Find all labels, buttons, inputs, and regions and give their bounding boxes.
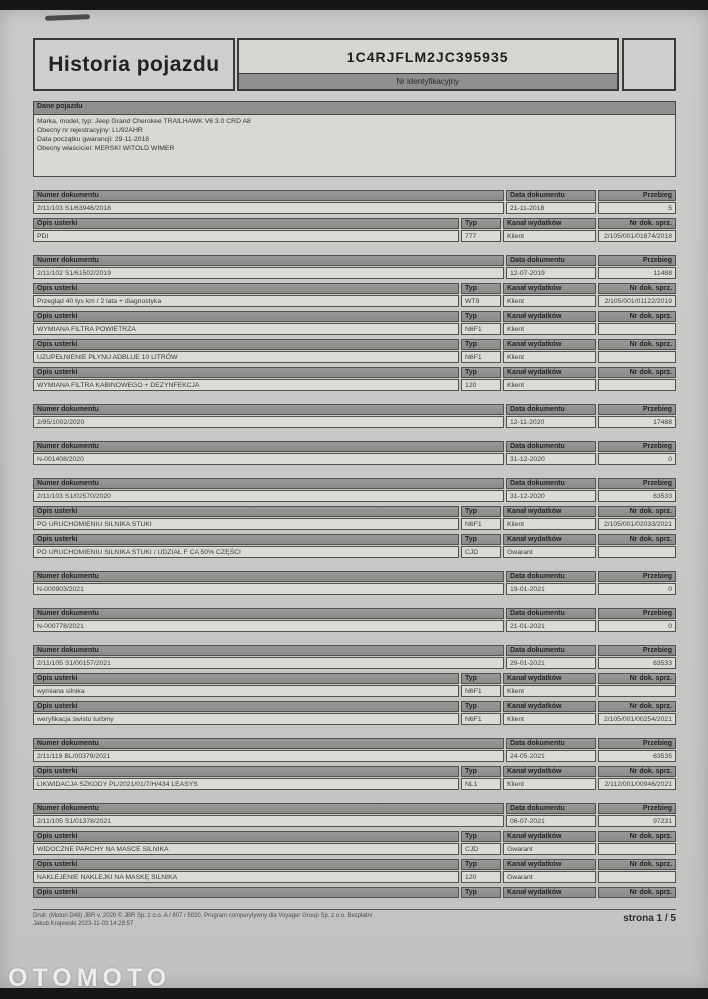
mileage-value: 5 (598, 202, 676, 214)
issue-channel: Gwarant (503, 843, 596, 855)
issue-channel: Klient (503, 230, 596, 242)
issue-desc: LIKWIDACJA SZKODY PL/2021/01/7/H/434 LEASYS (33, 778, 459, 790)
channel-header: Kanał wydatków (503, 534, 596, 545)
doc-number-value: N-001408/2020 (33, 453, 504, 465)
channel-header: Kanał wydatków (503, 673, 596, 684)
issue-desc: UZUPEŁNIENIE PŁYNU ADBLUE 10 LITRÓW (33, 351, 459, 363)
channel-header: Kanał wydatków (503, 218, 596, 229)
issue-ref: 2/112/001/00946/2021 (598, 778, 676, 790)
issue-entry (33, 534, 676, 558)
mileage-header: Przebieg (598, 478, 676, 489)
doc-date-header: Data dokumentu (506, 645, 596, 656)
mileage-value: 17488 (598, 416, 676, 428)
issue-type: N6F1 (461, 713, 501, 725)
doc-date-value: 31-12-2020 (506, 490, 596, 502)
issue-desc: wymiana silnika (33, 685, 459, 697)
issue-entry-truncated (33, 887, 676, 898)
mileage-value: 0 (598, 453, 676, 465)
issue-desc: WYMIANA FILTRA POWIETRZA (33, 323, 459, 335)
mileage-value: 63533 (598, 490, 676, 502)
document-block (33, 738, 676, 790)
mileage-header: Przebieg (598, 803, 676, 814)
issue-type: NL1 (461, 778, 501, 790)
issue-entry (33, 367, 676, 391)
doc-date-header: Data dokumentu (506, 441, 596, 452)
ref-header: Nr dok. sprz. (598, 311, 676, 322)
issue-entry (33, 506, 676, 530)
doc-number-header: Numer dokumentu (33, 803, 504, 814)
issue-type: 120 (461, 379, 501, 391)
otomoto-watermark: OTOMOTO (8, 964, 172, 992)
mileage-value: 63533 (598, 657, 676, 669)
doc-number-value: 2/95/1002/2020 (33, 416, 504, 428)
doc-date-header: Data dokumentu (506, 803, 596, 814)
vehicle-line-warranty: Data początku gwarancji: 29-11-2018 (37, 136, 150, 143)
type-header: Typ (461, 534, 501, 545)
issue-entry (33, 859, 676, 883)
issue-channel: Klient (503, 685, 596, 697)
page-number: strona 1 / 5 (623, 913, 676, 924)
vehicle-line-registration: Obecny nr rejestracyjny: LU92AHR (37, 127, 143, 134)
issue-header: Opis usterki (33, 534, 459, 545)
document-block (33, 404, 676, 428)
document-block (33, 803, 676, 898)
doc-number-value: N-000778/2021 (33, 620, 504, 632)
doc-date-value: 12-07-2019 (506, 267, 596, 279)
page-header (33, 38, 676, 91)
issue-channel: Klient (503, 351, 596, 363)
issue-channel: Klient (503, 713, 596, 725)
type-header: Typ (461, 887, 501, 898)
issue-channel: Klient (503, 295, 596, 307)
document-block (33, 190, 676, 242)
type-header: Typ (461, 859, 501, 870)
ref-header: Nr dok. sprz. (598, 283, 676, 294)
channel-header: Kanał wydatków (503, 701, 596, 712)
issue-header: Opis usterki (33, 283, 459, 294)
mileage-header: Przebieg (598, 255, 676, 266)
issue-desc: PO URUCHOMIENIU SILNIKA STUKI (33, 518, 459, 530)
vehicle-data-section (33, 101, 676, 177)
mileage-header: Przebieg (598, 645, 676, 656)
footer-print-info: Druk: (Motori D48) JBR v. 2020 © JBR Sp. z o.o. A / 807 / 5020, Program comperytywny dla Voyager Group Sp. z o.o. Bezpłatni (33, 913, 373, 919)
doc-number-value: 2/11/105 S1/00157/2021 (33, 657, 504, 669)
issue-channel: Klient (503, 379, 596, 391)
doc-number-value: 2/11/119 BL/00379/2021 (33, 750, 504, 762)
issue-ref (598, 379, 676, 391)
issue-channel: Klient (503, 518, 596, 530)
doc-date-value: 06-07-2021 (506, 815, 596, 827)
type-header: Typ (461, 673, 501, 684)
type-header: Typ (461, 506, 501, 517)
doc-number-value: 2/11/102 S1/61502/2019 (33, 267, 504, 279)
doc-number-header: Numer dokumentu (33, 478, 504, 489)
issue-header: Opis usterki (33, 339, 459, 350)
issue-entry (33, 831, 676, 855)
mileage-header: Przebieg (598, 404, 676, 415)
ref-header: Nr dok. sprz. (598, 506, 676, 517)
ref-header: Nr dok. sprz. (598, 859, 676, 870)
doc-number-header: Numer dokumentu (33, 255, 504, 266)
issue-channel: Gwarant (503, 546, 596, 558)
issue-ref (598, 843, 676, 855)
doc-date-header: Data dokumentu (506, 190, 596, 201)
ref-header: Nr dok. sprz. (598, 887, 676, 898)
mileage-header: Przebieg (598, 608, 676, 619)
ref-header: Nr dok. sprz. (598, 766, 676, 777)
issue-entry (33, 701, 676, 725)
issue-desc: weryfikacja świstu turbiny (33, 713, 459, 725)
issue-type: WT9 (461, 295, 501, 307)
issue-ref (598, 351, 676, 363)
ref-header: Nr dok. sprz. (598, 367, 676, 378)
ref-header: Nr dok. sprz. (598, 831, 676, 842)
document-block (33, 255, 676, 391)
doc-number-header: Numer dokumentu (33, 645, 504, 656)
type-header: Typ (461, 283, 501, 294)
doc-number-header: Numer dokumentu (33, 404, 504, 415)
vin-value: 1C4RJFLM2JC395935 (346, 48, 509, 65)
footer-print-timestamp: Jakub Krajewski 2023-11-03 14:28:57 (33, 920, 134, 927)
issue-header: Opis usterki (33, 831, 459, 842)
type-header: Typ (461, 311, 501, 322)
doc-date-value: 29-01-2021 (506, 657, 596, 669)
issue-desc: PO URUCHOMIENIU SILNIKA STUKI / UDZIAŁ F CA 50% CZĘŚCI (33, 546, 459, 558)
issue-type: 120 (461, 871, 501, 883)
doc-number-value: 2/11/103 S1/02570/2020 (33, 490, 504, 502)
issue-header: Opis usterki (33, 311, 459, 322)
channel-header: Kanał wydatków (503, 283, 596, 294)
document-block (33, 645, 676, 725)
doc-date-value: 31-12-2020 (506, 453, 596, 465)
vehicle-data-title: Dane pojazdu (34, 102, 675, 115)
channel-header: Kanał wydatków (503, 311, 596, 322)
mileage-value: 63535 (598, 750, 676, 762)
issue-header: Opis usterki (33, 367, 459, 378)
issue-entry (33, 673, 676, 697)
ref-header: Nr dok. sprz. (598, 339, 676, 350)
channel-header: Kanał wydatków (503, 831, 596, 842)
doc-number-value: N-000903/2021 (33, 583, 504, 595)
doc-number-value: 2/11/105 S1/01378/2021 (33, 815, 504, 827)
issue-ref (598, 871, 676, 883)
type-header: Typ (461, 367, 501, 378)
empty-corner-box (622, 38, 676, 91)
issue-ref (598, 685, 676, 697)
doc-date-header: Data dokumentu (506, 478, 596, 489)
doc-number-header: Numer dokumentu (33, 608, 504, 619)
vehicle-line-owner: Obecny właściciel: MERSKI WITOLD WIMER (37, 145, 175, 152)
issue-entry (33, 283, 676, 307)
doc-number-header: Numer dokumentu (33, 441, 504, 452)
mileage-header: Przebieg (598, 190, 676, 201)
issue-header: Opis usterki (33, 887, 459, 898)
mileage-value: 97231 (598, 815, 676, 827)
doc-date-value: 19-01-2021 (506, 583, 596, 595)
issue-type: CJD (461, 546, 501, 558)
doc-date-header: Data dokumentu (506, 404, 596, 415)
channel-header: Kanał wydatków (503, 766, 596, 777)
issue-channel: Klient (503, 778, 596, 790)
issue-type: CJD (461, 843, 501, 855)
vin-label: Nr identyfikacyjny (239, 73, 617, 89)
issue-header: Opis usterki (33, 859, 459, 870)
issue-header: Opis usterki (33, 701, 459, 712)
issue-type: N6F1 (461, 685, 501, 697)
issue-desc: Przegląd 40 tys km / 2 lata + diagnostyka (33, 295, 459, 307)
doc-date-value: 24-05-2021 (506, 750, 596, 762)
doc-number-header: Numer dokumentu (33, 571, 504, 582)
mileage-value: 0 (598, 620, 676, 632)
issue-desc: NAKLEJENIE NAKLEJKI NA MASKĘ SILNIKA (33, 871, 459, 883)
doc-date-value: 21-11-2018 (506, 202, 596, 214)
mileage-value: 11488 (598, 267, 676, 279)
issue-type: N6F1 (461, 518, 501, 530)
issue-entry (33, 218, 676, 242)
issue-channel: Gwarant (503, 871, 596, 883)
issue-entry (33, 766, 676, 790)
issue-entry (33, 339, 676, 363)
type-header: Typ (461, 218, 501, 229)
document-block (33, 441, 676, 465)
document-block (33, 608, 676, 632)
issue-channel: Klient (503, 323, 596, 335)
issue-header: Opis usterki (33, 766, 459, 777)
ref-header: Nr dok. sprz. (598, 534, 676, 545)
issue-desc: WYMIANA FILTRA KABINOWEGO + DEZYNFEKCJA (33, 379, 459, 391)
issue-type: 777 (461, 230, 501, 242)
issue-ref (598, 546, 676, 558)
mileage-header: Przebieg (598, 738, 676, 749)
issue-ref: 2/105/001/01874/2018 (598, 230, 676, 242)
doc-date-header: Data dokumentu (506, 571, 596, 582)
channel-header: Kanał wydatków (503, 367, 596, 378)
mileage-header: Przebieg (598, 571, 676, 582)
page-footer (33, 909, 676, 928)
doc-date-value: 12-11-2020 (506, 416, 596, 428)
issue-ref: 2/105/001/00254/2021 (598, 713, 676, 725)
issue-header: Opis usterki (33, 673, 459, 684)
issue-desc: PDI (33, 230, 459, 242)
channel-header: Kanał wydatków (503, 506, 596, 517)
vehicle-line-make: Marka, model, typ: Jeep Grand Cherokee TRAILHAWK V6 3.0 CRD A8 (37, 118, 251, 125)
channel-header: Kanał wydatków (503, 339, 596, 350)
issue-type: N6F1 (461, 351, 501, 363)
doc-number-header: Numer dokumentu (33, 190, 504, 201)
type-header: Typ (461, 339, 501, 350)
issue-entry (33, 311, 676, 335)
issue-type: N6F1 (461, 323, 501, 335)
document-block (33, 478, 676, 558)
ref-header: Nr dok. sprz. (598, 673, 676, 684)
issue-header: Opis usterki (33, 506, 459, 517)
issue-desc: WIDOCZNE PARCHY NA MASCE SILNIKA (33, 843, 459, 855)
issue-header: Opis usterki (33, 218, 459, 229)
doc-date-header: Data dokumentu (506, 255, 596, 266)
type-header: Typ (461, 831, 501, 842)
mileage-value: 0 (598, 583, 676, 595)
document-block (33, 571, 676, 595)
issue-ref (598, 323, 676, 335)
scanned-page (0, 10, 708, 988)
doc-number-value: 2/11/103 S1/63946/2018 (33, 202, 504, 214)
doc-number-header: Numer dokumentu (33, 738, 504, 749)
type-header: Typ (461, 701, 501, 712)
doc-date-header: Data dokumentu (506, 738, 596, 749)
vin-box (237, 38, 619, 91)
doc-date-value: 21-01-2021 (506, 620, 596, 632)
mileage-header: Przebieg (598, 441, 676, 452)
channel-header: Kanał wydatków (503, 887, 596, 898)
type-header: Typ (461, 766, 501, 777)
doc-date-header: Data dokumentu (506, 608, 596, 619)
ref-header: Nr dok. sprz. (598, 701, 676, 712)
ref-header: Nr dok. sprz. (598, 218, 676, 229)
page-title: Historia pojazdu (33, 38, 235, 91)
issue-ref: 2/105/001/02033/2021 (598, 518, 676, 530)
issue-ref: 2/105/001/01122/2019 (598, 295, 676, 307)
channel-header: Kanał wydatków (503, 859, 596, 870)
